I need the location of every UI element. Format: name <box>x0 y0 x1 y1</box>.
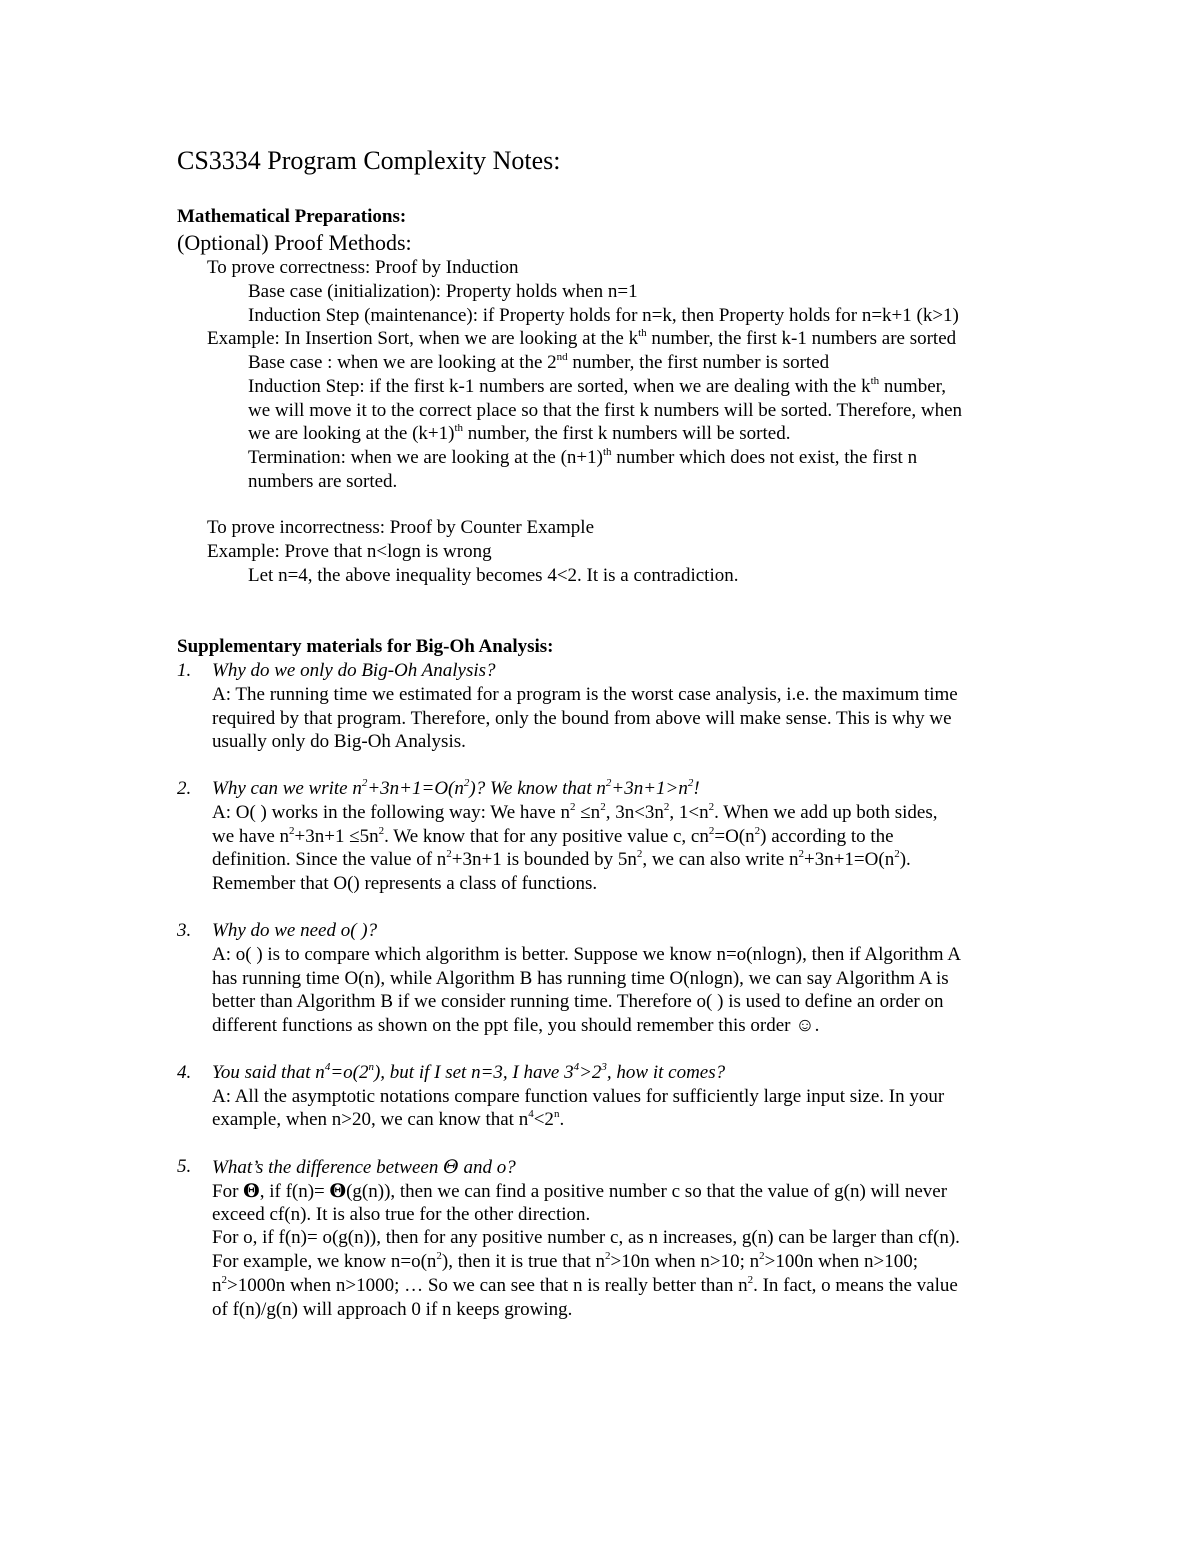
q3-answer-line: has running time O(n), while Algorithm B has running time O(nlogn), we can say Algorithm A is <box>212 968 949 989</box>
q4-question: You said that $n^4=o(2^n)$, but if I set n=3, I have $3^4>2^3$, how it comes? <box>212 1061 726 1083</box>
q4-answer-line: A: All the asymptotic notations compare function values for sufficiently large input size. In your <box>212 1086 945 1107</box>
q3-answer-line: better than Algorithm B if we consider running time. Therefore o( ) is used to define an order on <box>212 991 944 1012</box>
q5-answer-line: exceed cf(n). It is also true for the other direction. <box>212 1204 591 1225</box>
q2-question: Why can we write $n^2+3n+1=O(n^2)$? We know that $n^2+3n+1>n^2$! <box>212 777 700 799</box>
example-induction-step-cont: we will move it to the correct place so that the first k numbers will be sorted. Therefore, when <box>248 400 963 421</box>
example-termination: Termination: when we are looking at the $(n+1)^{th}$ number which does not exist, the first n <box>248 446 918 468</box>
q5-answer-line: of f(n)/g(n) will approach 0 if n keeps growing. <box>212 1299 573 1320</box>
q1-answer-line: usually only do Big-Oh Analysis. <box>212 731 466 752</box>
induction-step-line: Induction Step (maintenance): if Property holds for n=k, then Property holds for n=k+1 (k>1) <box>248 305 959 326</box>
base-case-line: Base case (initialization): Property holds when n=1 <box>248 281 638 302</box>
q5-answer-line: For Θ, if f(n)= Θ(g(n)), then we can find a positive number c so that the value of g(n) will never <box>212 1180 948 1202</box>
counter-example-line: Example: Prove that n<logn is wrong <box>207 541 492 562</box>
math-prep-heading: Mathematical Preparations: <box>177 206 407 227</box>
q2-answer-line: Remember that O() represents a class of functions. <box>212 873 598 894</box>
q4-answer-line: example, when n>20, we can know that $n^4<2^n$. <box>212 1108 565 1130</box>
q3-answer-line: A: o( ) is to compare which algorithm is better. Suppose we know n=o(nlogn), then if Algorithm A <box>212 944 961 965</box>
contradiction-line: Let n=4, the above inequality becomes 4<2. It is a contradiction. <box>248 565 739 586</box>
q1-question: Why do we only do Big-Oh Analysis? <box>212 660 496 681</box>
q3-question: Why do we need o( )? <box>212 920 378 941</box>
example-termination-cont: numbers are sorted. <box>248 471 398 492</box>
q3-number: 3. <box>177 920 192 941</box>
supp-heading: Supplementary materials for Big-Oh Analysis: <box>177 636 554 657</box>
q2-answer-line: we have $n^2+3n+1 \le 5n^2$. We know that for any positive value c, $cn^2=O(n^2)$ according to the <box>212 825 894 847</box>
proof-methods-subheading: (Optional) Proof Methods: <box>177 230 412 255</box>
incorrectness-line: To prove incorrectness: Proof by Counter Example <box>207 517 595 538</box>
q5-answer-line: $n^2>1000n$ when n>1000; … So we can see that n is really better than $n^2$. In fact, o means the value <box>212 1274 958 1296</box>
q2-number: 2. <box>177 778 192 799</box>
example-induction-step: Induction Step: if the first k-1 numbers are sorted, when we are dealing with the $k^{th}$ number, <box>248 375 946 397</box>
correctness-line: To prove correctness: Proof by Induction <box>207 257 519 278</box>
example-induction-step-cont2: we are looking at the $(k+1)^{th}$ number, the first k numbers will be sorted. <box>248 422 791 444</box>
q5-number: 5. <box>177 1156 192 1177</box>
q4-number: 4. <box>177 1062 192 1083</box>
q5-answer-line: For example, we know $n=o(n^2)$, then it is true that $n^2>10n$ when n>10; $n^2>100n$ when n>100; <box>212 1250 918 1272</box>
page-title: CS3334 Program Complexity Notes: <box>177 146 561 175</box>
q1-answer-line: A: The running time we estimated for a program is the worst case analysis, i.e. the maximum time <box>212 684 958 705</box>
q1-number: 1. <box>177 660 192 681</box>
q2-answer-line: definition. Since the value of $n^2+3n+1$ is bounded by $5n^2$, we can also write $n^2+3n+1=O(n^2)$. <box>212 848 911 870</box>
q1-answer-line: required by that program. Therefore, only the bound from above will make sense. This is why we <box>212 708 952 729</box>
q5-question: What’s the difference between Θ and o? <box>212 1156 516 1178</box>
q5-answer-line: For o, if f(n)= o(g(n)), then for any positive number c, as n increases, g(n) can be larger than cf(n). <box>212 1227 960 1248</box>
q2-answer-line: A: O( ) works in the following way: We have $n^2 \le n^2$, $3n<3n^2$, $1<n^2$. When we add up both sides, <box>212 801 938 823</box>
insertion-sort-example: Example: In Insertion Sort, when we are looking at the $k^{th}$ number, the first k-1 numbers are sorted <box>207 327 957 349</box>
example-base-case: Base case : when we are looking at the 2nd number, the first number is sorted <box>248 351 830 373</box>
q3-answer-line: different functions as shown on the ppt file, you should remember this order ☺. <box>212 1015 820 1036</box>
